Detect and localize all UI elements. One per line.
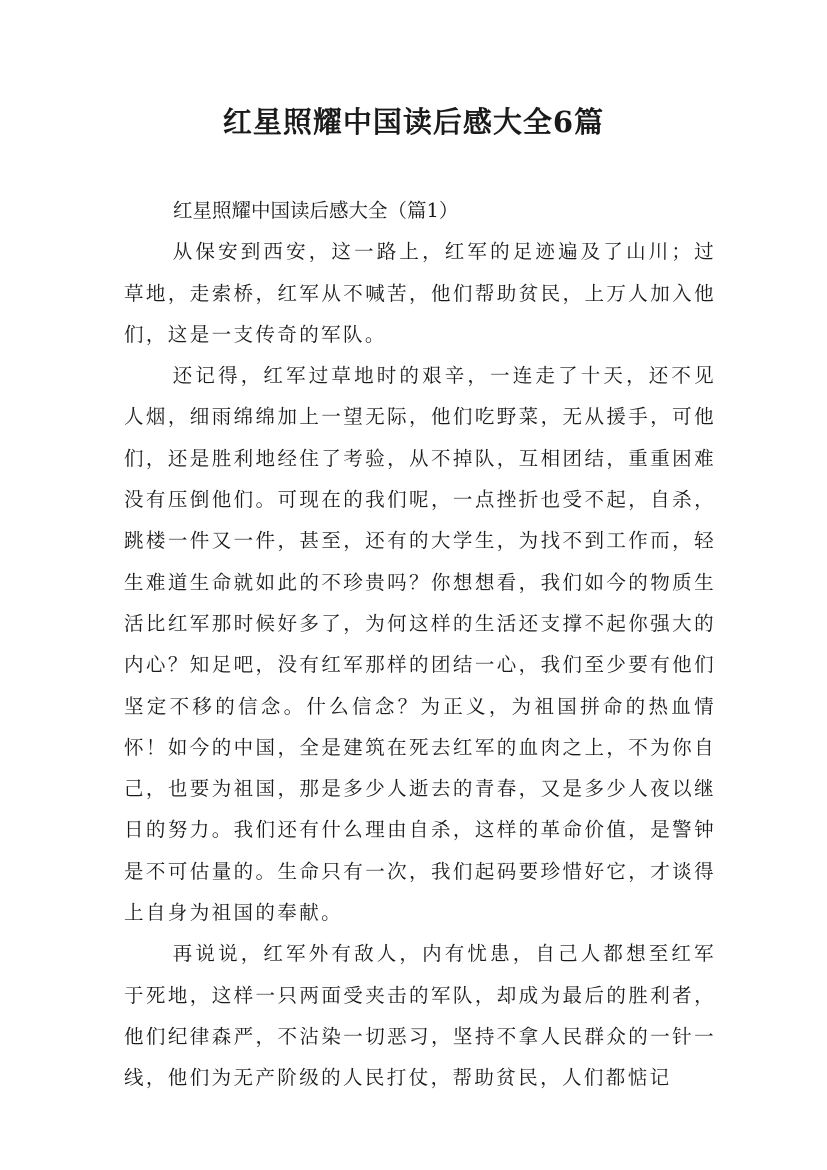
document-body bbox=[124, 190, 716, 1099]
paragraph-3: 再说说，红军外有敌人，内有忧患，自己人都想至红军于死地，这样一只两面受夹击的军队，却成为最后的胜利者，他们纪律森严，不沾染一切恶习，坚持不拿人民群众的一针一线，他们为无产阶级的人民打仗，帮助贫民，人们都惦记 bbox=[124, 942, 716, 1090]
section-heading: 红星照耀中国读后感大全（篇1） bbox=[173, 199, 459, 222]
document-title: 红星照耀中国读后感大全6篇 bbox=[222, 105, 605, 139]
paragraph-2: 还记得，红军过草地时的艰辛，一连走了十天，还不见人烟，细雨绵绵加上一望无际，他们吃野菜，无从援手，可他们，还是胜利地经住了考验，从不掉队，互相团结，重重困难没有压倒他们。可现在的我们呢，一点挫折也受不起，自杀，跳楼一件又一件，甚至，还有的大学生，为找不到工作而，轻生难道生命就如此的不珍贵吗？你想想看，我们如今的物质生活比红军那时候好多了，为何这样的生活还支撑不起你强大的内心？知足吧，没有红军那样的团结一心，我们至少要有他们坚定不移的信念。什么信念？为正义，为祖国拼命的热血情怀！如今的中国，全是建筑在死去红军的血肉之上，不为你自己，也要为祖国，那是多少人逝去的青春，又是多少人夜以继日的努力。我们还有什么理由自杀，这样的革命价值，是警钟是不可估量的。生命只有一次，我们起码要珍惜好它，才谈得上自身为祖国的奉献。 bbox=[124, 364, 716, 925]
paragraph-1: 从保安到西安，这一路上，红军的足迹遍及了山川；过草地，走索桥，红军从不喊苦，他们帮助贫民，上万人加入他们，这是一支传奇的军队。 bbox=[124, 240, 716, 346]
